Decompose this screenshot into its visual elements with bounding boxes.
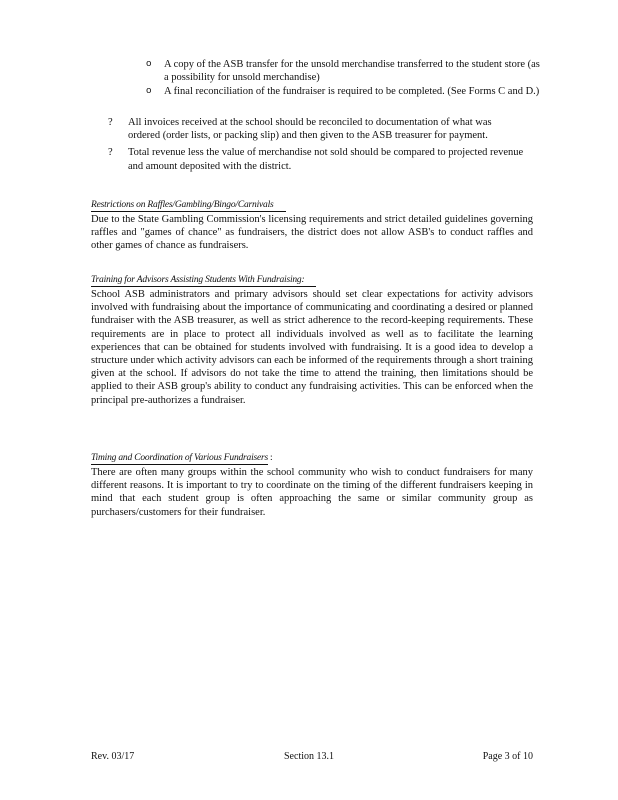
- sub-bullet-text: A copy of the ASB transfer for the unsold merchandise transferred to the student store (as a possibility for unsold merchandise): [164, 59, 540, 84]
- section-timing-coordination: [91, 451, 533, 519]
- question-mark-bullet-icon: ?: [108, 147, 113, 159]
- circle-bullet-icon: o: [146, 59, 152, 69]
- page-footer: [91, 750, 533, 764]
- section-heading: Training for Advisors Assisting Students With Fundraising:: [91, 274, 316, 287]
- footer-page-number: Page 3 of 10: [482, 751, 533, 762]
- sub-bullet-item: [146, 58, 546, 84]
- question-bullet-list: [108, 116, 526, 177]
- heading-colon: :: [270, 453, 273, 463]
- sub-bullet-list: [146, 58, 546, 100]
- section-advisor-training: [91, 273, 533, 407]
- section-body: There are often many groups within the school community who wish to conduct fundraisers for many different reasons. It is important to try to coordinate on the timing of the different fundraisers keeping in mind that each student group is often approaching the same or similar community group as purchasers/customers for their fundraiser.: [91, 467, 533, 518]
- section-body: School ASB administrators and primary advisors should set clear expectations for activity advisors involved with fundraising about the importance of communicating and coordinating a desired or planned fundraiser with the ASB treasurer, as well as strict adherence to the record-keeping requirements. These requirements are in place to protect all individuals involved as well as to facilitate the learning experiences that can be obtained for students involved with fundraising. It is a good idea to develop a structure under which activity advisors can each be informed of the requirements through a short training given at the school. If advisors do not take the time to attend the training, then limitations should be applied to their ASB group's ability to conduct any fundraising activities. This can be enforced when the principal pre-authorizes a fundraiser.: [91, 289, 533, 406]
- footer-section-number: Section 13.1: [284, 751, 334, 762]
- section-gambling-restrictions: [91, 198, 533, 253]
- sub-bullet-text: A final reconciliation of the fundraiser is required to be completed. (See Forms C and D.): [164, 86, 540, 98]
- section-heading: Timing and Coordination of Various Fundraisers: [91, 453, 269, 463]
- sub-bullet-item: [146, 85, 546, 98]
- section-body: Due to the State Gambling Commission's licensing requirements and strict detailed guidelines governing raffles and "games of chance" as fundraisers, the district does not allow ASB's to conduct raffles and other games of chance as fundraisers.: [91, 214, 533, 252]
- footer-revision: Rev. 03/17: [91, 751, 135, 762]
- question-bullet-text: All invoices received at the school should be reconciled to documentation of what was ordered (order lists, or packing slip) and then given to the ASB treasurer for payment.: [128, 117, 492, 142]
- section-heading: Restrictions on Raffles/Gambling/Bingo/Carnivals: [91, 199, 286, 212]
- question-mark-bullet-icon: ?: [108, 117, 113, 128]
- question-bullet-text: Total revenue less the value of merchandise not sold should be compared to projected revenue and amount deposited with the district.: [128, 147, 524, 172]
- question-bullet-item: [108, 146, 526, 172]
- circle-bullet-icon: o: [146, 86, 152, 97]
- question-bullet-item: [108, 116, 526, 142]
